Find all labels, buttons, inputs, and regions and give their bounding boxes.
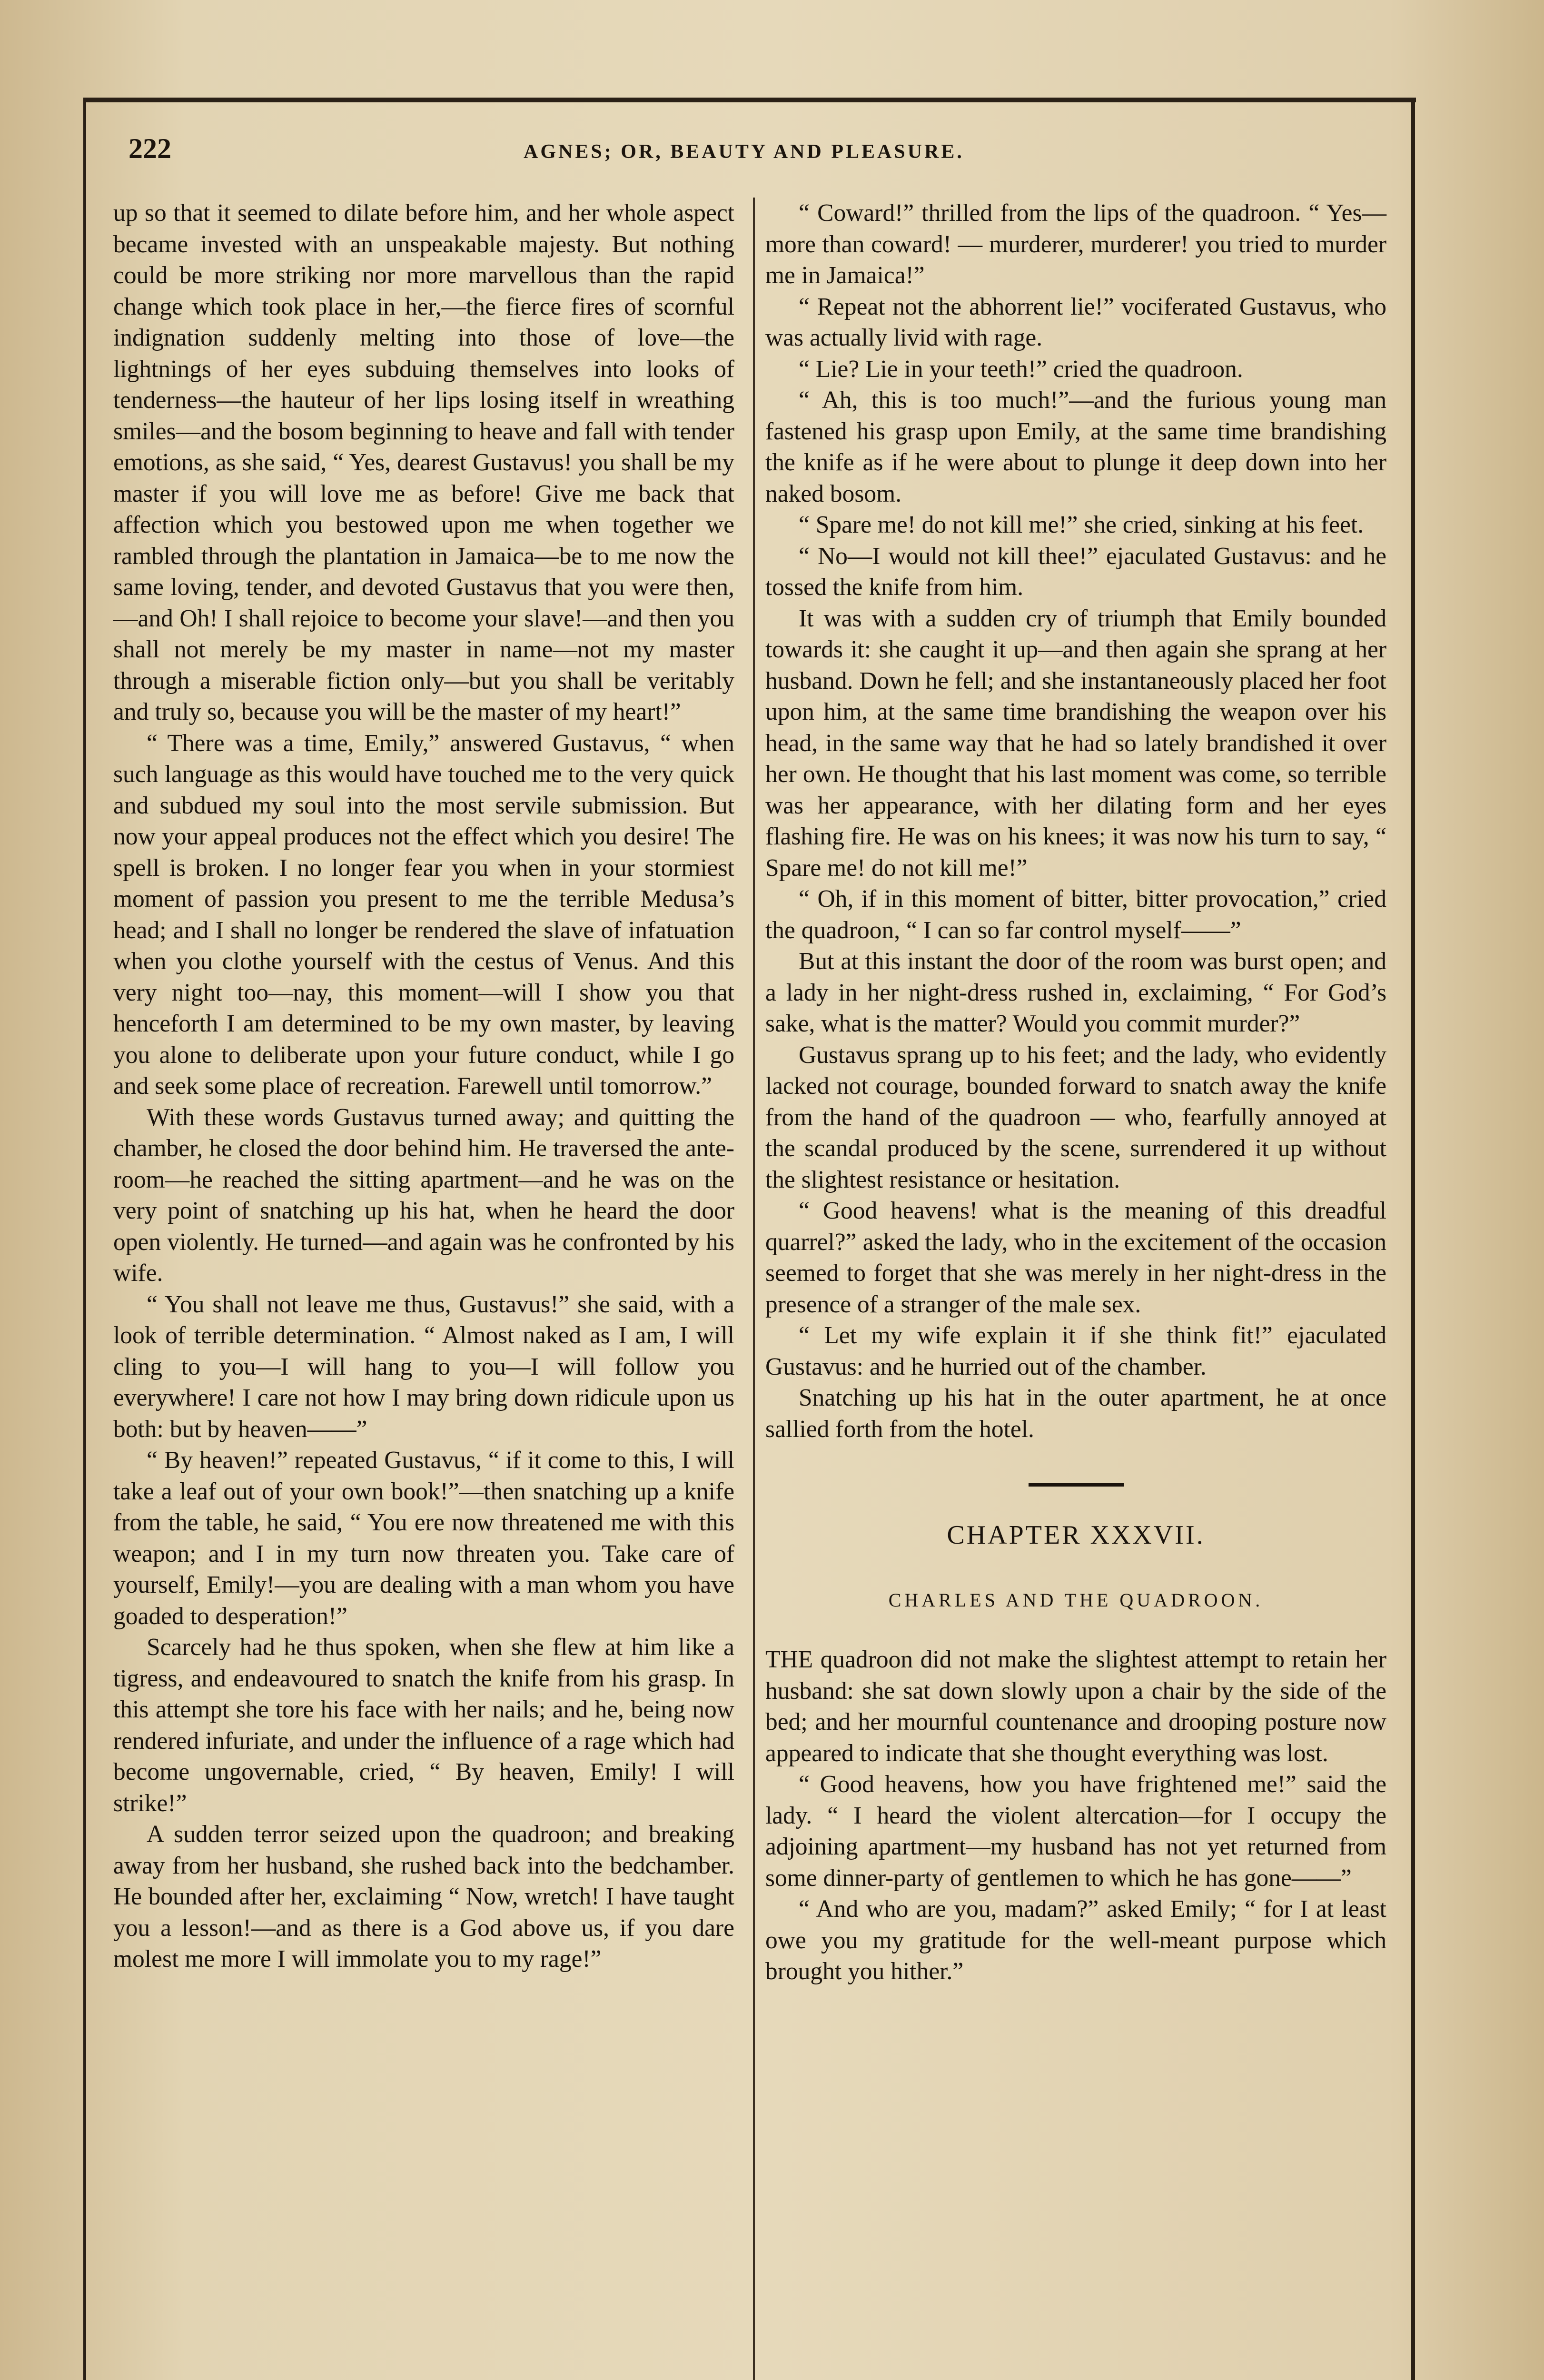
left-rule — [83, 98, 86, 2380]
paragraph: “ Repeat not the abhorrent lie!” vociferated Gustavus, who was actually livid with rage. — [765, 293, 1386, 351]
paragraph: But at this instant the door of the room was burst open; and a lady in her night-dress rushed in, exclaiming, “ For God’s sake, what is the matter? Would you commit murder?” — [765, 948, 1386, 1037]
paragraph: “ No—I would not kill thee!” ejaculated Gustavus: and he tossed the knife from him. — [765, 542, 1386, 601]
paragraph: Scarcely had he thus spoken, when she flew at him like a tigress, and endeavoured to snatch the knife from his grasp. In this attempt she tore his face with her nails; and he, being now rendered infuriate, and under the influence of a rage which had become ungovernable, cried, “ By heaven, Emily! I will strike!” — [113, 1634, 734, 1817]
paragraph: “ Coward!” thrilled from the lips of the quadroon. “ Yes—more than coward! — murderer, murderer! you tried to murder me in Jamaica!” — [765, 199, 1386, 289]
right-column — [765, 198, 1386, 1987]
paragraph: “ Good heavens! what is the meaning of this dreadful quarrel?” asked the lady, who in the excitement of the occasion seemed to forget that she was merely in her night-dress in the presence of a stranger of the male sex. — [765, 1197, 1386, 1318]
paragraph: “ Lie? Lie in your teeth!” cried the quadroon. — [799, 355, 1243, 383]
paragraph: “ And who are you, madam?” asked Emily; “ for I at least owe you my gratitude for the well-meant purpose which brought you hither.” — [765, 1895, 1386, 1985]
paragraph: A sudden terror seized upon the quadroon; and breaking away from her husband, she rushed back into the bedchamber. He bounded after her, exclaiming “ Now, wretch! I have taught you a lesson!—and as there is a God above us, if you dare molest me more I will immolate you to my rage!” — [113, 1821, 734, 1973]
paragraph: “ You shall not leave me thus, Gustavus!” she said, with a look of terrible determination. “ Almost naked as I am, I will cling to you—I will hang to you—I will follow you everywhere! I care not how I may bring down ridicule upon us both: but by heaven——” — [113, 1290, 734, 1443]
paragraph: “ By heaven!” repeated Gustavus, “ if it come to this, I will take a leaf out of your own book!”—then snatching up a knife from the table, he said, “ You ere now threatened me with this weapon; and I in my turn now threaten you. Take care of yourself, Emily!—you are dealing with a man whom you have goaded to desperation!” — [113, 1447, 734, 1630]
paragraph: “ Good heavens, how you have frightened me!” said the lady. “ I heard the violent altercation—for I occupy the adjoining apartment—my husband has not yet returned from some dinner-party of gentlemen to which he has gone——” — [765, 1771, 1386, 1892]
paragraph: It was with a sudden cry of triumph that Emily bounded towards it: she caught it up—and then again she sprang at her husband. Down he fell; and she instantaneously placed her foot upon him, at the same time brandishing the weapon over his head, in the same way that he had so lately brandished it over her own. He thought that his last moment was come, so terrible was her appearance, with her dilating form and her eyes flashing fire. He was on his knees; it was now his turn to say, “ Spare me! do not kill me!” — [765, 605, 1386, 882]
paragraph: With these words Gustavus turned away; and quitting the chamber, he closed the door behind him. He traversed the ante-room—he reached the sitting apartment—and he was on the very point of snatching up his hat, when he heard the door open violently. He turned—and again was he confronted by his wife. — [113, 1103, 734, 1287]
paragraph: Gustavus sprang up to his feet; and the lady, who evidently lacked not courage, bounded forward to snatch away the knife from the hand of the quadroon — who, fearfully annoyed at the scandal produced by the scene, surrendered it up without the slightest resistance or hesitation. — [765, 1041, 1386, 1193]
running-title: AGNES; OR, BEAUTY AND PLEASURE. — [524, 141, 964, 163]
page-number: 222 — [129, 133, 171, 164]
paragraph: Snatching up his hat in the outer apartment, he at once sallied forth from the hotel. — [765, 1384, 1386, 1443]
paragraph: “ Ah, this is too much!”—and the furious young man fastened his grasp upon Emily, at the same time brandishing the knife as if he were about to plunge it deep down into her naked bosom. — [765, 387, 1386, 507]
chapter-subtitle: CHARLES AND THE QUADROON. — [888, 1589, 1264, 1611]
paragraph: THE quadroon did not make the slightest attempt to retain her husband: she sat down slowly upon a chair by the side of the bed; and her mournful countenance and drooping posture now appeared to indicate that she thought everything was lost. — [765, 1646, 1386, 1767]
chapter-rule — [1029, 1483, 1124, 1487]
chapter-title: CHAPTER XXXVII. — [947, 1520, 1205, 1550]
paragraph: up so that it seemed to dilate before him, and her whole aspect became invested with an unspeakable majesty. But nothing could be more striking nor more marvellous than the rapid change which took place in her,—the fierce fires of scornful indignation suddenly melting into those of love—the lightnings of her eyes subduing themselves into looks of tenderness—the hauteur of her lips losing itself in wreathing smiles—and the bosom beginning to heave and fall with tender emotions, as she said, “ Yes, dearest Gustavus! you shall be my master if you will love me as before! Give me back that affection which you bestowed upon me when together we rambled through the plantation in Jamaica—be to me now the same loving, tender, and devoted Gustavus that you were then,—and Oh! I shall rejoice to become your slave!—and then you shall not merely be my master in name—not my master through a miserable fiction only—but you shall be veritably and truly so, because you will be the master of my heart!” — [113, 199, 734, 725]
left-column — [113, 198, 734, 1975]
paragraph: “ Oh, if in this moment of bitter, bitter provocation,” cried the quadroon, “ I can so far control myself——” — [765, 885, 1386, 944]
paragraph: “ Let my wife explain it if she think fit!” ejaculated Gustavus: and he hurried out of the chamber. — [765, 1322, 1386, 1380]
paragraph: “ There was a time, Emily,” answered Gustavus, “ when such language as this would have touched me to the very quick and subdued my soul into the most servile submission. But now your appeal produces not the effect which you desire! The spell is broken. I no longer fear you when in your stormiest moment of passion you present to me the terrible Medusa’s head; and I shall no longer be rendered the slave of infatuation when you clothe yourself with the cestus of Venus. And this very night too—nay, this moment—will I show you that henceforth I am determined to be my own master, by leaving you alone to deliberate upon your future conduct, while I go and seek some place of recreation. Farewell until tomorrow.” — [113, 729, 734, 1100]
column-divider — [753, 198, 755, 2380]
top-rule — [83, 98, 1416, 102]
paragraph: “ Spare me! do not kill me!” she cried, sinking at his feet. — [799, 511, 1364, 538]
right-rule — [1411, 98, 1415, 2380]
